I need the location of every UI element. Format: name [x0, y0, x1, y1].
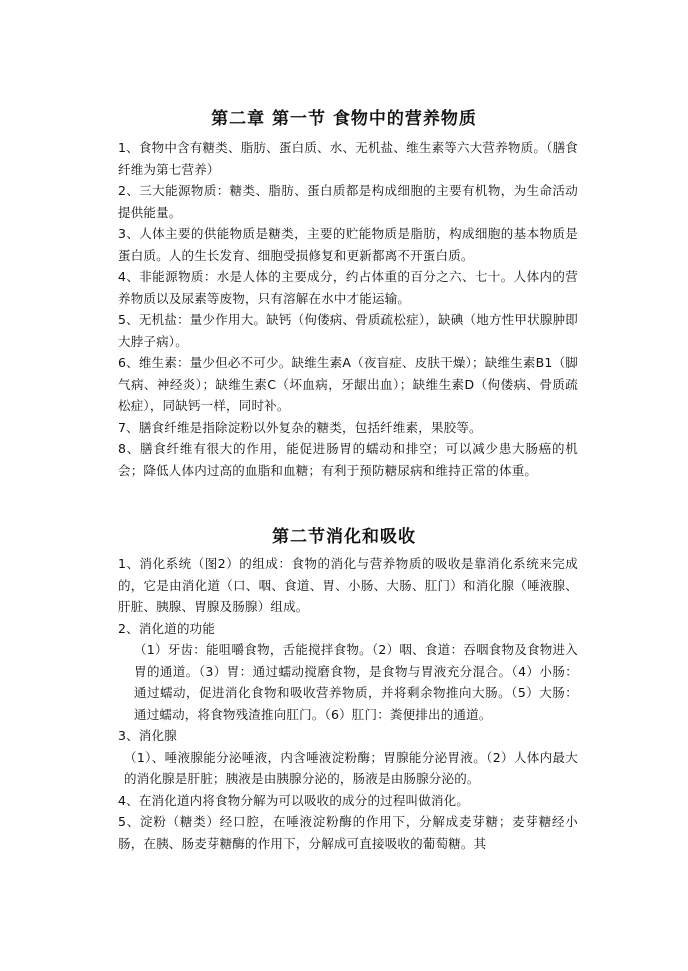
section-item-5: 5、淀粉（糖类）经口腔，在唾液淀粉酶的作用下，分解成麦芽糖；麦芽糖经小肠，在胰、肠麦芽糖酶的作用下，分解成可直接吸收的葡萄糖。其 — [118, 814, 578, 851]
section-item-2: 2、消化道的功能 — [118, 620, 216, 636]
section-item-3: 3、消化腺 — [118, 728, 177, 743]
chapter-item-3: 3、人体主要的供能物质是糖类，主要的贮能物质是脂肪，构成细胞的基本物质是蛋白质。人的生长发育、细胞受损修复和更新都离不开蛋白质。 — [118, 226, 578, 263]
section-title: 第二节消化和吸收 — [272, 527, 416, 547]
chapter-item-7: 7、膳食纤维是指除淀粉以外复杂的糖类，包括纤维素，果胶等。 — [118, 419, 482, 435]
chapter-item-5: 5、无机盐：量少作用大。缺钙（佝偻病、骨质疏松症），缺碘（地方性甲状腺肿即大脖子病）。 — [118, 312, 578, 349]
section-items — [118, 553, 578, 854]
section-item-3-detail: （1）、唾液腺能分泌唾液，内含唾液淀粉酶；胃腺能分泌胃液。（2）人体内最大的消化腺是肝脏；胰液是由胰腺分泌的，肠液是由肠腺分泌的。 — [124, 749, 578, 786]
chapter-item-8: 8、膳食纤维有很大的作用，能促进肠胃的蠕动和排空；可以减少患大肠癌的机会；降低人体内过高的血脂和血糖；有利于预防糖尿病和维持正常的体重。 — [118, 441, 578, 478]
chapter-title: 第二章 第一节 食物中的营养物质 — [211, 109, 477, 129]
chapter-item-6: 6、维生素：量少但必不可少。缺维生素A（夜盲症、皮肤干燥）；缺维生素B1（脚气病、神经炎）；缺维生素C（坏血病，牙龈出血）；缺维生素D（佝偻病、骨质疏松症），同缺钙一样，同时补。 — [118, 355, 578, 413]
chapter-item-4: 4、非能源物质：水是人体的主要成分，约占体重的百分之六、七十。人体内的营养物质以及尿素等废物，只有溶解在水中才能运输。 — [118, 269, 578, 306]
chapter-item-1: 1、食物中含有糖类、脂肪、蛋白质、水、无机盐、维生素等六大营养物质。（膳食纤维为第七营养） — [118, 140, 578, 177]
chapter-items — [118, 137, 578, 481]
section-item-2-detail: （1）牙齿：能咀嚼食物，舌能搅拌食物。（2）咽、食道：吞咽食物及食物进入胃的通道。（3）胃：通过蠕动搅磨食物，是食物与胃液充分混合。（4）小肠：通过蠕动，促进消化食物和吸收营养物质，并将剩余物推向大肠。（5）大肠：通过蠕动，将食物残渣推向肛门。（6）肛门：粪便排出的通道。 — [134, 642, 578, 722]
section-item-4: 4、在消化道内将食物分解为可以吸收的成分的过程叫做消化。 — [118, 792, 470, 808]
chapter-item-2: 2、三大能源物质：糖类、脂肪、蛋白质都是构成细胞的主要有机物，为生命活动提供能量。 — [118, 183, 578, 220]
section-item-1: 1、消化系统（图2）的组成：食物的消化与营养物质的吸收是靠消化系统来完成的，它是由消化道（口、咽、食道、胃、小肠、大肠、肛门）和消化腺（唾液腺、肝脏、胰腺、胃腺及肠腺）组成。 — [118, 556, 578, 614]
